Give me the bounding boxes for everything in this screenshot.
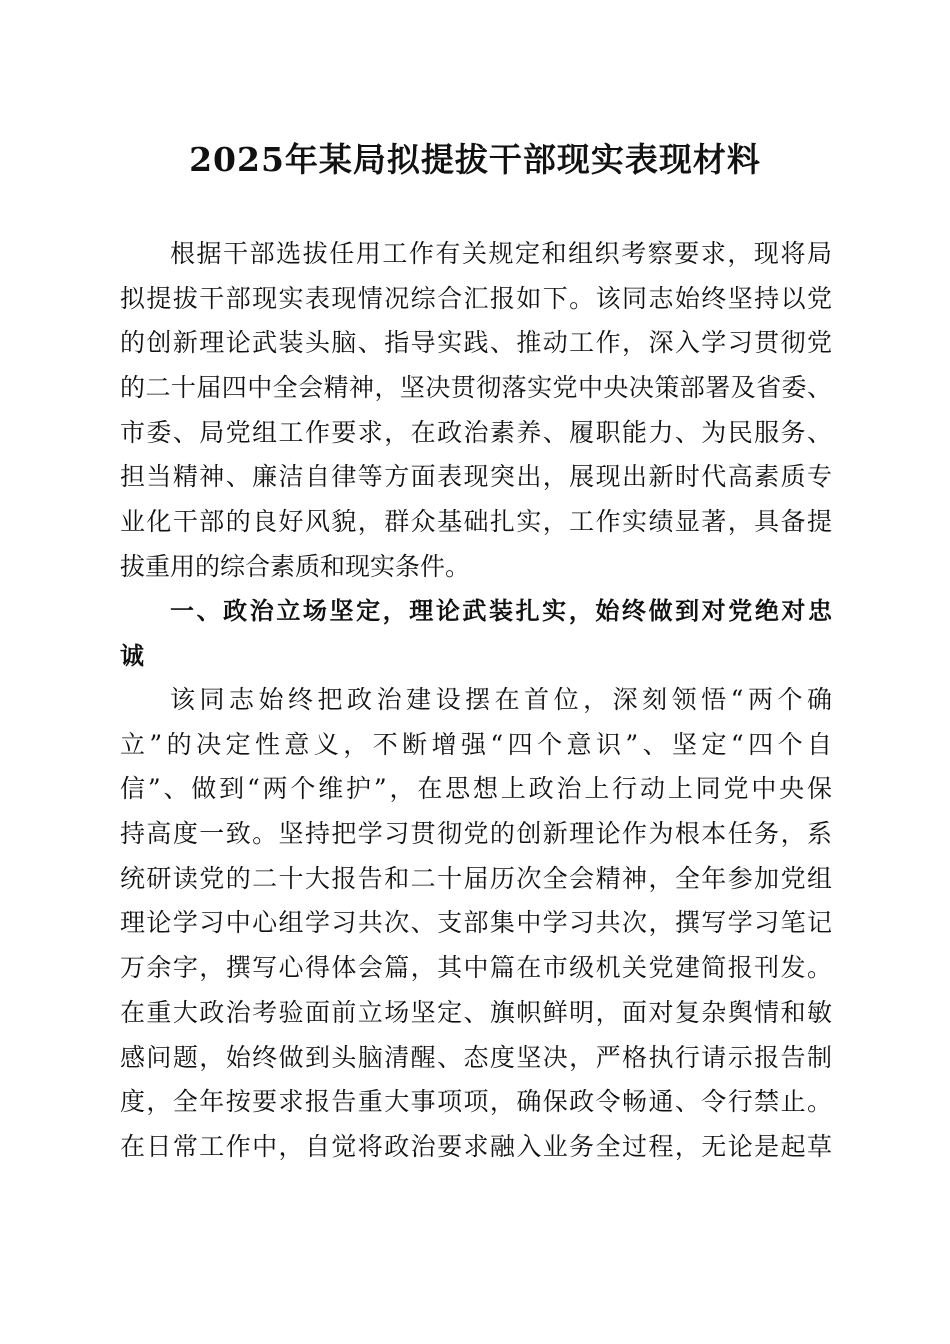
text-line: 感问题，始终做到头脑清醒、态度坚决，严格执行请示报告制 [120, 1042, 832, 1072]
text-line: 度，全年按要求报告重大事项项，确保政令畅通、令行禁止。 [120, 1087, 832, 1117]
section-1-paragraph [120, 678, 832, 1170]
text-line: 拔重用的综合素质和现实条件。 [120, 551, 471, 581]
text-line: 理论学习中心组学习共次、支部集中学习共次，撰写学习笔记 [120, 908, 832, 938]
text-line: 立”的决定性意义，不断增强“四个意识”、坚定“四个自 [120, 729, 832, 759]
heading-line: 诚 [120, 641, 144, 670]
text-line: 市委、局党组工作要求，在政治素养、履职能力、为民服务、 [120, 417, 832, 447]
document-title: 2025年某局拟提拔干部现实表现材料 [189, 140, 761, 179]
text-line: 业化干部的良好风貌，群众基础扎实，工作实绩显著，具备提 [120, 507, 832, 537]
text-line: 统研读党的二十大报告和二十届历次全会精神，全年参加党组 [120, 863, 832, 893]
text-line: 持高度一致。坚持把学习贯彻党的创新理论作为根本任务，系 [120, 819, 832, 849]
text-line: 万余字，撰写心得体会篇，其中篇在市级机关党建简报刊发。 [120, 953, 832, 983]
text-line: 根据干部选拔任用工作有关规定和组织考察要求，现将局 [170, 239, 832, 268]
text-line: 该同志始终把政治建设摆在首位，深刻领悟“两个确 [170, 685, 832, 714]
intro-paragraph [120, 232, 832, 590]
text-line: 的创新理论武装头脑、指导实践、推动工作，深入学习贯彻党 [120, 328, 832, 358]
text-line: 担当精神、廉洁自律等方面表现突出，展现出新时代高素质专 [120, 462, 832, 492]
text-line: 信”、做到“两个维护”，在思想上政治上行动上同党中央保 [120, 774, 832, 804]
section-1-heading [120, 589, 832, 678]
heading-line: 一、政治立场坚定，理论武装扎实，始终做到对党绝对忠 [170, 597, 832, 625]
text-line: 的二十届四中全会精神，坚决贯彻落实党中央决策部署及省委、 [120, 373, 832, 403]
text-line: 在重大政治考验面前立场坚定、旗帜鲜明，面对复杂舆情和敏 [120, 997, 832, 1027]
text-line: 在日常工作中，自觉将政治要求融入业务全过程，无论是起草 [120, 1131, 832, 1161]
text-line: 拟提拔干部现实表现情况综合汇报如下。该同志始终坚持以党 [120, 283, 832, 313]
